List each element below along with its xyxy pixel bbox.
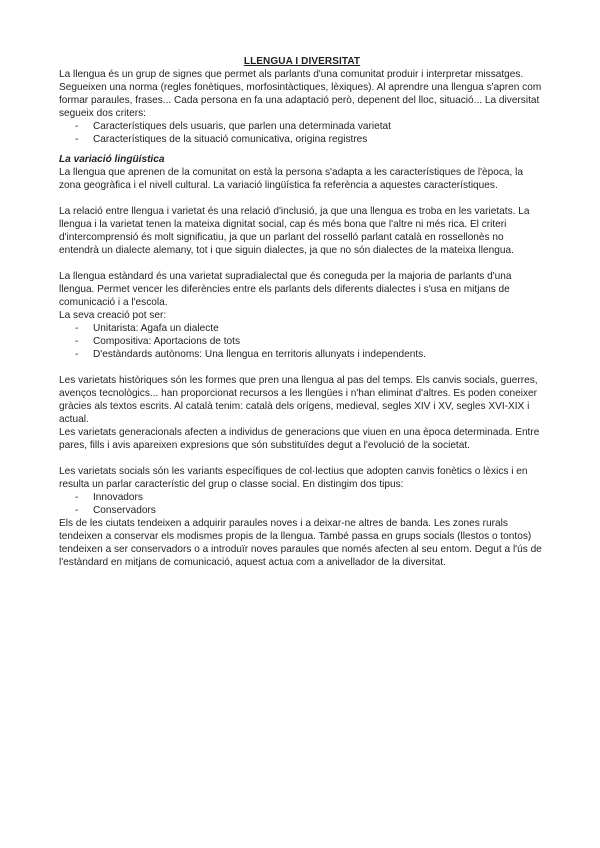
list-item: - D'estàndards autònoms: Una llengua en territoris allunyats i independents. xyxy=(59,348,545,361)
list-item: - Característiques dels usuaris, que parlen una determinada varietat xyxy=(59,120,545,133)
list-item: - Conservadors xyxy=(59,504,545,517)
ciutats-paragraph: Els de les ciutats tendeixen a adquirir paraules noves i a deixar-ne altres de banda. Les zones rurals tendeixen a conservar els modismes propis de la llengua. També passa en grups socials (llestos o tontos) tendeixen a ser conservadors o a introduïr noves paraules que només afecten al seu entorn. Degut a l'ús de l'estàndard en mitjans de comunicació, aquest actua com a anivellador de la diversitat. xyxy=(59,518,542,568)
historiques-paragraph: Les varietats històriques són les formes que pren una llengua al pas del temps. Els canvis socials, guerres, avenços tecnològics... han proporcionat recursos a les llengües i n'han eliminat d'altres. Es poden coneixer gràcies als textos escrits. Al català tenim: català dels orígens, medieval, segles XIV i XV, segles XVI-XIX i actual. xyxy=(59,375,538,425)
list-item: - Innovadors xyxy=(59,491,545,504)
estandard-paragraph: La llengua estàndard és una varietat supradialectal que és coneguda per la majoria de parlants d'una llengua. Permet vencer les diferències entre els parlants dels diferents dialectes i s'usa en mitjans de comunicació i a l'escola. xyxy=(59,271,512,308)
creacio-paragraph: La seva creació pot ser: xyxy=(59,310,167,321)
document-title: LLENGUA I DIVERSITAT xyxy=(243,56,361,67)
variacio-paragraph: La llengua que aprenen de la comunitat on està la persona s'adapta a les característiques de l'època, la zona geogràfica i el nivell cultural. La variació lingüística fa referència a aquestes característiques. xyxy=(59,167,523,191)
intro-paragraph: La llengua és un grup de signes que permet als parlants d'una comunitat produir i interpretar missatges. Segueixen una norma (regles fonètiques, morfosintàctiques, lèxiques). Al aprendre una llengua s'apren com formar paraules, frases... Cada persona en fa una adaptació però, depenent del lloc, situació... La diversitat segueix dos criters: xyxy=(59,69,542,119)
document-body xyxy=(59,55,545,569)
list-item: - Característiques de la situació comunicativa, origina registres xyxy=(59,133,545,146)
list-item: - Compositiva: Aportacions de tots xyxy=(59,335,545,348)
creacio-list xyxy=(59,322,545,361)
socials-list xyxy=(59,491,545,517)
section-heading: La variació lingüística xyxy=(59,154,165,165)
generacionals-paragraph: Les varietats generacionals afecten a individus de generacions que viuen en una època determinada. Entre pares, fills i avis apareixen expresions que són substituïdes degut a l'evolució de la societat. xyxy=(59,427,540,451)
relacio-paragraph: La relació entre llengua i varietat és una relació d'inclusió, ja que una llengua es troba en les varietats. La llengua i la varietat tenen la mateixa dignitat social, cap és més bona que l'altre ni més rica. El criteri d'intercomprensió és molt significatiu, ja que un parlant del rosselló parlant català en rossellonès no entendrà un dialecte alemany, tot i que siguin dialectes, ja que no són dialectes de la mateixa llengua. xyxy=(59,206,530,256)
criteria-list xyxy=(59,120,545,146)
list-item: - Unitarista: Agafa un dialecte xyxy=(59,322,545,335)
socials-paragraph: Les varietats socials són les variants específiques de col·lectius que adopten canvis fonètics o lèxics i en resulta un parlar característic del grup o classe social. En distingim dos tipus: xyxy=(59,466,528,490)
